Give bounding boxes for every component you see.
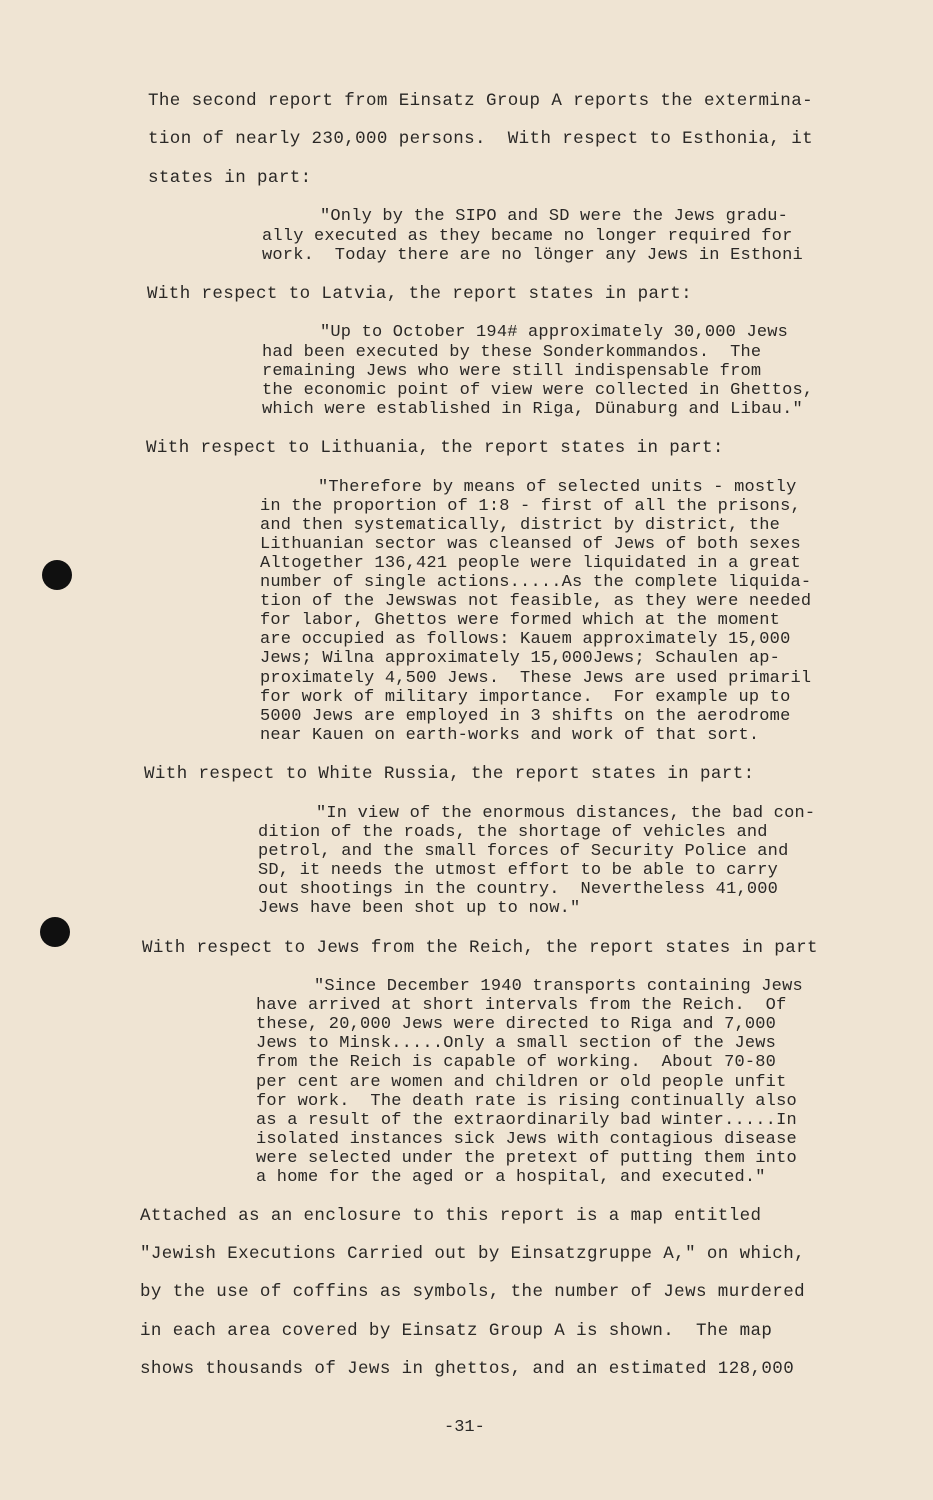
lithuania-quote-line: in the proportion of 1:8 - first of all the prisons,: [260, 497, 801, 516]
punch-hole-bottom: [40, 917, 70, 947]
closing-line: shows thousands of Jews in ghettos, and an estimated 128,000: [140, 1359, 795, 1379]
closing-line: Attached as an enclosure to this report is a map entitled: [140, 1206, 762, 1226]
latvia-quote-line: "Up to October 194# approximately 30,000 Jews: [320, 323, 789, 342]
esthonia-quote-line: work. Today there are no lönger any Jews in Esthoni: [262, 246, 803, 265]
intro-line: The second report from Einsatz Group A reports the extermina-: [148, 91, 814, 111]
lithuania-quote-line: number of single actions.....As the complete liquida-: [260, 573, 812, 592]
intro-line: states in part:: [148, 168, 312, 188]
white-russia-quote-line: dition of the roads, the shortage of vehicles and: [258, 823, 768, 842]
page-number: -31-: [444, 1418, 485, 1437]
lithuania-quote-line: 5000 Jews are employed in 3 shifts on the aerodrome: [260, 707, 791, 726]
intro-line: tion of nearly 230,000 persons. With respect to Esthonia, it: [148, 129, 814, 149]
reich-quote-line: "Since December 1940 transports containing Jews: [314, 977, 803, 996]
reich-quote-line: have arrived at short intervals from the Reich. Of: [256, 996, 787, 1015]
reich-quote-line: for work. The death rate is rising continually also: [256, 1092, 797, 1111]
lithuania-quote-line: Lithuanian sector was cleansed of Jews of both sexes: [260, 535, 801, 554]
closing-line: "Jewish Executions Carried out by Einsatzgruppe A," on which,: [140, 1244, 806, 1264]
white-russia-quote-line: SD, it needs the utmost effort to be able to carry: [258, 861, 779, 880]
reich-quote-line: these, 20,000 Jews were directed to Riga and 7,000: [256, 1015, 777, 1034]
white-russia-quote-line: petrol, and the small forces of Security Police and: [258, 842, 789, 861]
latvia-intro: With respect to Latvia, the report states in part:: [147, 284, 693, 304]
reich-quote-line: were selected under the pretext of putting them into: [256, 1149, 797, 1168]
white-russia-intro: With respect to White Russia, the report states in part:: [144, 764, 755, 784]
latvia-quote-line: which were established in Riga, Dünaburg and Libau.": [262, 400, 803, 419]
lithuania-quote-line: and then systematically, district by district, the: [260, 516, 781, 535]
lithuania-quote-line: for labor, Ghettos were formed which at the moment: [260, 611, 781, 630]
lithuania-quote-line: proximately 4,500 Jews. These Jews are used primaril: [260, 669, 812, 688]
white-russia-quote-line: Jews have been shot up to now.": [258, 899, 581, 918]
reich-quote-line: Jews to Minsk.....Only a small section of the Jews: [256, 1034, 777, 1053]
closing-line: in each area covered by Einsatz Group A is shown. The map: [140, 1321, 773, 1341]
lithuania-quote-line: near Kauen on earth-works and work of that sort.: [260, 726, 760, 745]
reich-intro: With respect to Jews from the Reich, the report states in part: [142, 938, 818, 958]
lithuania-quote-line: tion of the Jewswas not feasible, as they were needed: [260, 592, 812, 611]
reich-quote-line: from the Reich is capable of working. About 70-80: [256, 1053, 777, 1072]
lithuania-quote-line: Jews; Wilna approximately 15,000Jews; Schaulen ap-: [260, 649, 781, 668]
white-russia-quote-line: "In view of the enormous distances, the bad con-: [316, 804, 816, 823]
latvia-quote-line: had been executed by these Sonderkommandos. The: [262, 343, 762, 362]
latvia-quote-line: remaining Jews who were still indispensable from: [262, 362, 762, 381]
punch-hole-top: [42, 560, 72, 590]
reich-quote-line: isolated instances sick Jews with contagious disease: [256, 1130, 797, 1149]
lithuania-quote-line: for work of military importance. For example up to: [260, 688, 791, 707]
lithuania-quote-line: Altogether 136,421 people were liquidated in a great: [260, 554, 801, 573]
reich-quote-line: per cent are women and children or old people unfit: [256, 1073, 787, 1092]
latvia-quote-line: the economic point of view were collected in Ghettos,: [262, 381, 814, 400]
closing-line: by the use of coffins as symbols, the number of Jews murdered: [140, 1282, 806, 1302]
reich-quote-line: as a result of the extraordinarily bad winter.....In: [256, 1111, 797, 1130]
reich-quote-line: a home for the aged or a hospital, and executed.": [256, 1168, 766, 1187]
esthonia-quote-line: "Only by the SIPO and SD were the Jews gradu-: [320, 207, 789, 226]
esthonia-quote-line: ally executed as they became no longer required for: [262, 227, 793, 246]
lithuania-quote-line: are occupied as follows: Kauem approximately 15,000: [260, 630, 791, 649]
lithuania-intro: With respect to Lithuania, the report states in part:: [146, 438, 724, 458]
white-russia-quote-line: out shootings in the country. Nevertheless 41,000: [258, 880, 779, 899]
lithuania-quote-line: "Therefore by means of selected units - mostly: [318, 478, 797, 497]
